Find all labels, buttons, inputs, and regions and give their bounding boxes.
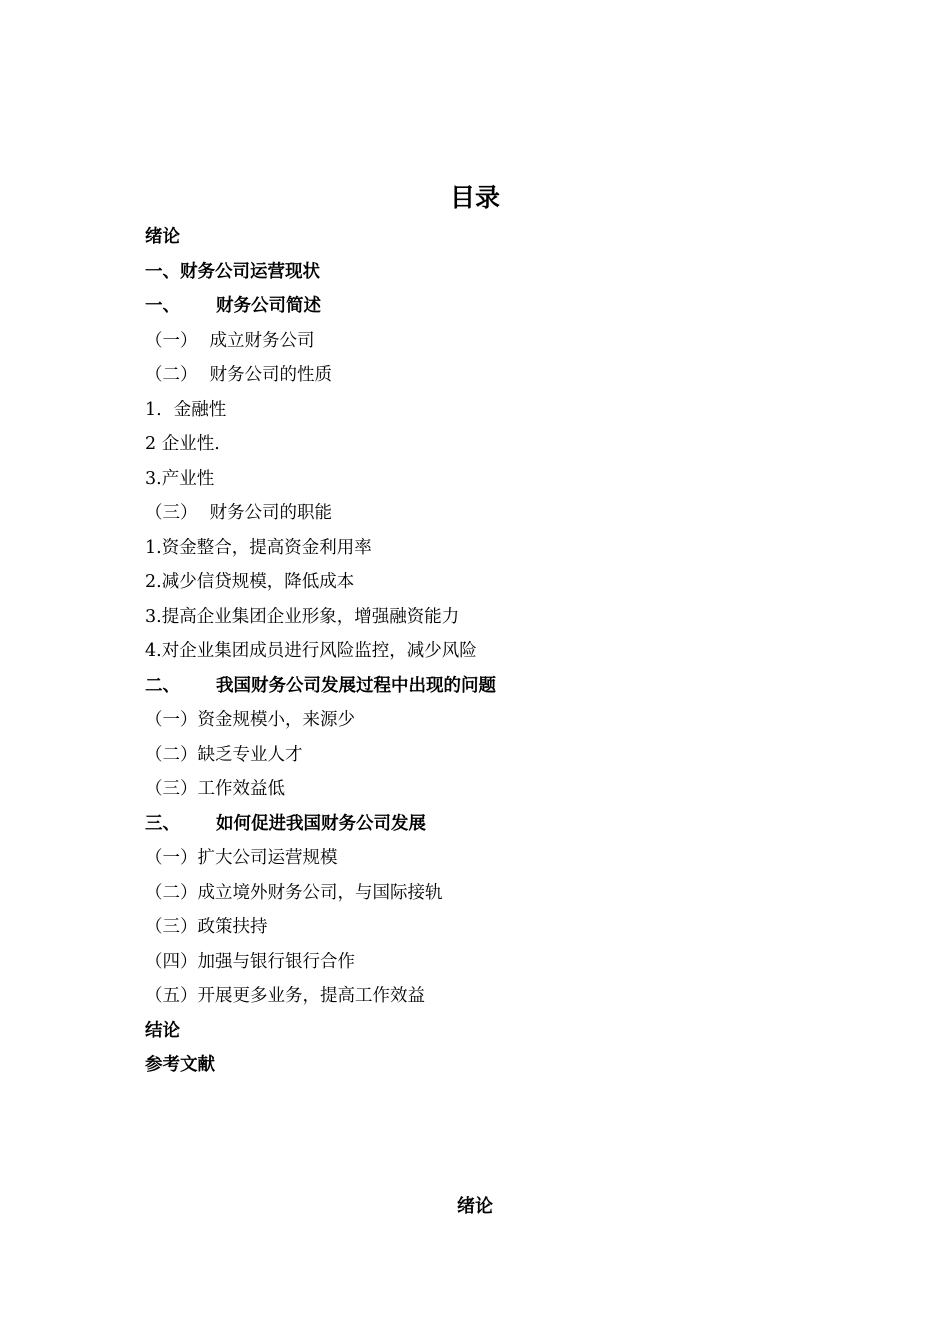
toc-entry[interactable] [145, 600, 845, 635]
toc-entry-label: （三）工作效益低 [145, 779, 285, 799]
toc-entry-number: （三） [145, 503, 198, 523]
toc-entry-label: （二）缺乏专业人才 [145, 744, 303, 765]
toc-entry[interactable] [145, 1014, 845, 1049]
toc-list [145, 220, 845, 1083]
toc-entry-label: 我国财务公司发展过程中出现的问题 [216, 675, 496, 696]
toc-entry[interactable] [145, 772, 845, 807]
toc-entry[interactable] [145, 324, 845, 359]
toc-entry[interactable] [145, 393, 845, 428]
toc-entry[interactable] [145, 910, 845, 945]
toc-entry-label: 2 企业性. [145, 434, 220, 454]
introduction-heading: 绪论 [457, 1196, 493, 1217]
toc-entry[interactable] [145, 841, 845, 876]
toc-entry-label: （一）资金规模小，来源少 [145, 710, 355, 730]
toc-entry-label: （四）加强与银行银行合作 [145, 951, 355, 972]
toc-entry-label: 金融性 [173, 399, 227, 420]
toc-entry-number: （二） [145, 365, 198, 385]
toc-entry-label: （二）成立境外财务公司，与国际接轨 [145, 882, 443, 903]
toc-entry-label: （五）开展更多业务，提高工作效益 [145, 986, 425, 1006]
toc-entry[interactable] [145, 1048, 845, 1083]
toc-entry-number: 1. [145, 399, 162, 420]
toc-entry[interactable] [145, 255, 845, 290]
toc-entry[interactable] [145, 220, 845, 255]
toc-entry-number: 二、 [145, 675, 180, 696]
toc-entry[interactable] [145, 565, 845, 600]
toc-entry[interactable] [145, 876, 845, 911]
toc-entry-label: 2.减少信贷规模，降低成本 [145, 572, 355, 592]
toc-entry-label: 参考文献 [145, 1055, 215, 1075]
toc-entry-label: （三）政策扶持 [145, 917, 268, 937]
toc-entry[interactable] [145, 979, 845, 1014]
toc-entry-label: 一、财务公司运营现状 [145, 261, 320, 282]
toc-entry-label: 结论 [145, 1020, 180, 1041]
toc-entry-label: 3.产业性 [145, 468, 215, 489]
toc-entry-number: （一） [145, 330, 198, 351]
toc-entry[interactable] [145, 738, 845, 773]
toc-entry[interactable] [145, 358, 845, 393]
toc-entry[interactable] [145, 531, 845, 566]
toc-entry[interactable] [145, 462, 845, 497]
toc-entry-label: 财务公司简述 [216, 296, 321, 316]
toc-entry[interactable] [145, 427, 845, 462]
toc-entry-label: （一）扩大公司运营规模 [145, 848, 338, 868]
toc-entry[interactable] [145, 634, 845, 669]
toc-entry-label: 绪论 [145, 227, 180, 247]
toc-entry-number: 三、 [145, 813, 180, 834]
toc-entry-label: 4.对企业集团成员进行风险监控，减少风险 [145, 641, 477, 661]
toc-entry[interactable] [145, 669, 845, 704]
toc-entry-label: 财务公司的性质 [209, 365, 332, 385]
toc-entry[interactable] [145, 807, 845, 842]
toc-entry-label: 1.资金整合，提高资金利用率 [145, 537, 372, 558]
toc-entry-label: 成立财务公司 [209, 330, 315, 351]
toc-entry[interactable] [145, 289, 845, 324]
toc-entry-label: 3.提高企业集团企业形象，增强融资能力 [145, 606, 460, 627]
toc-title: 目录 [449, 183, 500, 212]
toc-entry[interactable] [145, 496, 845, 531]
toc-entry[interactable] [145, 945, 845, 980]
toc-entry-label: 财务公司的职能 [209, 503, 332, 523]
toc-entry[interactable] [145, 703, 845, 738]
toc-entry-number: 一、 [145, 296, 180, 316]
toc-entry-label: 如何促进我国财务公司发展 [216, 813, 426, 834]
